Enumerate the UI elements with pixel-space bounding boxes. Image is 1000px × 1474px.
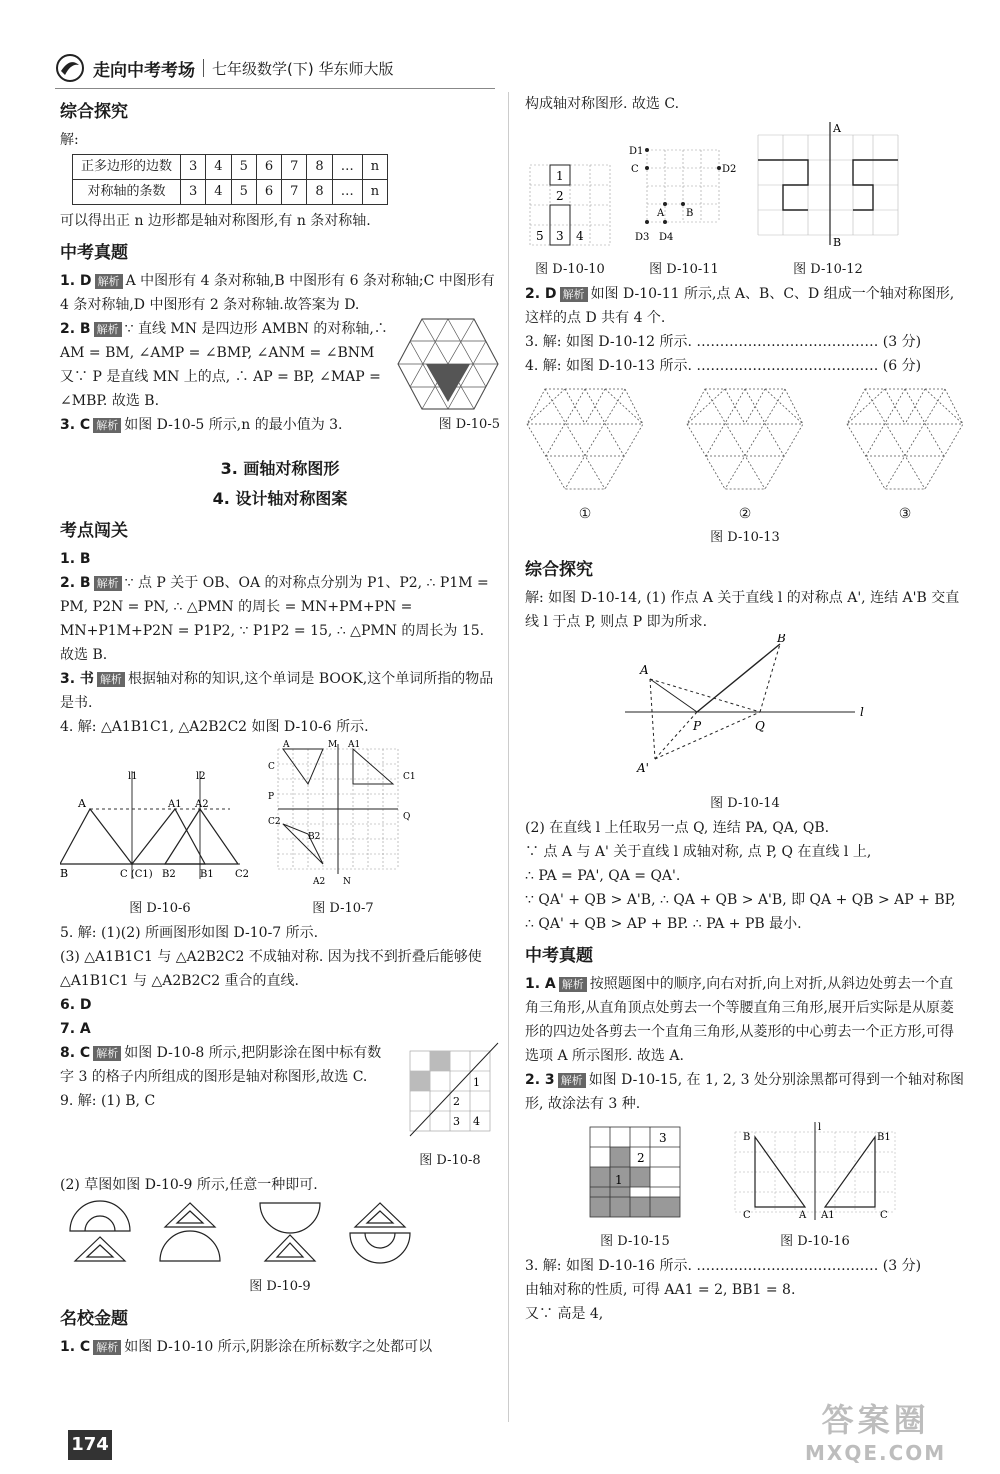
figure-caption: 图 D-10-9 (249, 1279, 311, 1294)
svg-text:1: 1 (615, 1173, 623, 1187)
lesson-title: 3. 画轴对称图形 (220, 459, 340, 478)
figure-caption: 图 D-10-15 (600, 1234, 670, 1249)
option-label: ② (738, 506, 752, 522)
section-heading: 中考真题 (525, 946, 593, 966)
reflected-triangles-grid (725, 1122, 905, 1222)
svg-text:N: N (343, 877, 351, 887)
figure-caption: 图 D-10-7 (312, 901, 374, 916)
answer-item (60, 571, 500, 667)
fig10-12-row (525, 120, 965, 282)
svg-text:B1: B1 (200, 869, 214, 880)
figure-d-10-13 (525, 384, 965, 526)
fig15-16-row (525, 1122, 965, 1254)
svg-text:A: A (640, 663, 649, 677)
k8-block (60, 1041, 500, 1173)
svg-text:D2: D2 (722, 164, 737, 175)
figure-d-10-5-hexagon-grid (396, 317, 500, 411)
svg-text:3: 3 (556, 229, 564, 243)
option-label: ③ (898, 506, 912, 522)
svg-text:D1: D1 (629, 146, 644, 157)
table-cell: 7 (282, 180, 307, 205)
answer-item: 4. 解: △A1B1C1, △A2B2C2 如图 D-10-6 所示. (60, 719, 369, 735)
svg-text:l2: l2 (196, 771, 206, 782)
table-cell: … (332, 180, 362, 205)
figure-d-10-8 (400, 1041, 500, 1173)
answer-item (60, 667, 500, 715)
svg-text:A2: A2 (195, 799, 209, 810)
q3-block (60, 413, 500, 437)
watermark-text: 答案圈 (821, 1401, 930, 1439)
table-cell: n (362, 180, 387, 205)
figure-d-10-11 (629, 140, 739, 282)
figure-d-10-10 (525, 160, 615, 282)
answer-item: 又∵ 高是 4, (525, 1306, 604, 1322)
symmetry-table (72, 154, 388, 205)
page-header (55, 50, 495, 86)
section-heading: 考点闯关 (60, 521, 128, 541)
analysis-tag: 解析 (94, 576, 122, 591)
answer-text: 根据轴对称的知识,这个单词是 BOOK,这个单词所指的物品是书. (60, 671, 494, 711)
figure-d-10-16 (725, 1122, 905, 1254)
q2-block (60, 317, 500, 413)
answer-number: 1. A (525, 976, 556, 992)
table-cell: 4 (206, 180, 231, 205)
answer-number: 2. D (525, 286, 557, 302)
answer-item: ∵ QA' + QB > A'B, ∴ QA + QB > A'B, 即 QA + QB > AP + BP, (525, 892, 956, 908)
row-head: 正多边形的边数 (73, 155, 181, 180)
svg-text:C2: C2 (235, 869, 250, 880)
answer-number: 2. B (60, 321, 91, 337)
analysis-tag: 解析 (558, 1073, 586, 1088)
svg-text:B: B (686, 208, 694, 219)
answer-number: 8. C (60, 1045, 91, 1061)
figure-caption: 图 D-10-13 (710, 530, 780, 545)
answer-item: 解: 如图 D-10-14, (1) 作点 A 关于直线 l 的对称点 A', 连结 A'B 交直线 l 于点 P, 则点 P 即为所求. (525, 590, 960, 630)
svg-text:M: M (328, 740, 338, 750)
table-cell: 4 (206, 155, 231, 180)
answer-item: 6. D (60, 997, 92, 1013)
answer-item (525, 1068, 965, 1116)
figure-d-10-12 (753, 120, 903, 282)
svg-text:l1: l1 (128, 771, 138, 782)
svg-text:B: B (777, 634, 786, 645)
right-column (525, 92, 965, 1326)
svg-text:A: A (78, 797, 86, 810)
header-separator (203, 59, 204, 77)
brand-logo-icon (55, 53, 85, 83)
svg-text:C (C1): C (C1) (120, 869, 153, 880)
analysis-tag: 解析 (93, 418, 121, 433)
answer-text: 如图 D-10-15, 在 1, 2, 3 处分别涂黑都可得到一个轴对称图形, 故涂法有 3 种. (525, 1072, 965, 1112)
section-heading: 综合探究 (60, 102, 128, 122)
table-cell: 7 (282, 155, 307, 180)
figure-caption: 图 D-10-5 (438, 417, 500, 432)
lesson-title: 4. 设计轴对称图案 (212, 489, 348, 508)
svg-text:Q: Q (755, 719, 765, 733)
svg-text:C: C (880, 1210, 888, 1221)
svg-text:A': A' (637, 761, 649, 775)
answer-item: 7. A (60, 1021, 91, 1037)
row-head: 对称轴的条数 (73, 180, 181, 205)
svg-text:B1: B1 (877, 1132, 891, 1143)
answer-item: ∴ QA' + QB > AP + BP. ∴ PA + PB 最小. (525, 916, 802, 932)
figure-caption: 图 D-10-10 (535, 262, 605, 277)
svg-text:l: l (860, 705, 864, 719)
table-cell: 5 (231, 155, 256, 180)
table-cell: 6 (256, 155, 281, 180)
svg-text:2: 2 (637, 1151, 645, 1165)
analysis-tag: 解析 (97, 672, 125, 687)
figure-caption: 图 D-10-8 (419, 1153, 481, 1168)
answer-item (60, 1335, 500, 1359)
table-row (73, 180, 388, 205)
header-rule (55, 88, 495, 89)
answer-item: 3. 解: 如图 D-10-16 所示. ………………………………… (3 分) (525, 1258, 922, 1274)
answer-item: 3. 解: 如图 D-10-12 所示. ………………………………… (3 分) (525, 334, 922, 350)
answer-item: 1. B (60, 551, 91, 567)
svg-text:2: 2 (556, 189, 564, 203)
svg-text:1: 1 (473, 1076, 480, 1089)
answer-text: A 中图形有 4 条对称轴,B 中图形有 6 条对称轴;C 中图形有 4 条对称轴,D 中图形有 2 条对称轴.故答案为 D. (60, 273, 495, 313)
figure-caption: 图 D-10-6 (129, 901, 191, 916)
svg-text:D4: D4 (659, 232, 674, 243)
answer-item: 5. 解: (1)(2) 所画图形如图 D-10-7 所示. (60, 925, 319, 941)
answer-item: ∵ 点 A 与 A' 关于直线 l 成轴对称, 点 P, Q 在直线 l 上, (525, 844, 872, 860)
answer-item (525, 282, 965, 330)
fig6-7-row (60, 739, 500, 921)
table-cell: 3 (181, 155, 206, 180)
svg-text:B: B (60, 867, 69, 880)
dot-grid-figure (629, 140, 739, 250)
figure-d-10-7 (268, 739, 418, 921)
answer-text: 按照题图中的顺序,向右对折,向上对折,从斜边处剪去一个直角三角形,从直角顶点处剪去一个等腰直角三角形,展开后实际是从原菱形的四边处各剪去一个直角三角形,从菱形的中心剪去一个正方形,可得选项 A 所示图形. 故选 A. (525, 976, 954, 1064)
answer-number: 2. B (60, 575, 91, 591)
figure-caption: 图 D-10-12 (793, 262, 863, 277)
analysis-tag: 解析 (94, 322, 122, 337)
answer-item: 9. 解: (1) B, C (60, 1093, 156, 1109)
answer-item (60, 269, 500, 317)
section-heading: 中考真题 (60, 243, 128, 263)
svg-text:3: 3 (453, 1115, 460, 1128)
column-divider (508, 92, 509, 1422)
svg-text:B: B (833, 236, 842, 249)
svg-text:4: 4 (576, 229, 584, 243)
left-column (60, 92, 500, 1359)
answer-item (60, 1041, 394, 1089)
page-number: 174 (68, 1430, 112, 1460)
svg-text:C: C (743, 1210, 751, 1221)
section-heading: 名校金题 (60, 1309, 128, 1329)
hexagon-option (525, 384, 645, 526)
answer-number: 3. C (60, 417, 91, 433)
svg-text:B2: B2 (162, 869, 176, 880)
option-label: ① (578, 506, 592, 522)
book-subtitle: 七年级数学(下) 华东师大版 (212, 59, 394, 78)
svg-text:5: 5 (536, 229, 544, 243)
table-cell: 8 (307, 180, 332, 205)
answer-item: ∴ PA = PA', QA = QA'. (525, 868, 681, 884)
svg-text:A2: A2 (313, 877, 326, 887)
svg-text:B: B (743, 1132, 751, 1143)
figure-d-10-9-set-square-designs (60, 1197, 480, 1267)
svg-text:A1: A1 (821, 1210, 835, 1221)
svg-text:C2: C2 (268, 817, 281, 827)
svg-text:D3: D3 (635, 232, 650, 243)
answer-text: ∵ 点 P 关于 OB、OA 的对称点分别为 P1、P2, ∴ P1M = PM, P2N = PN, ∴ △PMN 的周长 = MN+PM+PN = MN+P1M+P2N = P1P2, ∵ P1P2 = 15, ∴ △PMN 的周长为 15. 故选 B. (60, 575, 489, 663)
dashed-triangle-grid-2 (685, 384, 805, 494)
numbered-grid-figure (525, 160, 615, 250)
svg-text:3: 3 (659, 1131, 667, 1145)
analysis-tag: 解析 (95, 274, 123, 289)
watermark (805, 1395, 946, 1465)
svg-text:A1: A1 (168, 799, 182, 810)
shaded-grid-figure-15 (585, 1122, 685, 1222)
answer-item (60, 413, 343, 437)
answer-item: 4. 解: 如图 D-10-13 所示. ………………………………… (6 分) (525, 358, 922, 374)
analysis-tag: 解析 (93, 1046, 121, 1061)
table-cell: n (362, 155, 387, 180)
hexagon-option (845, 384, 965, 526)
svg-text:P: P (693, 719, 702, 733)
svg-text:B2: B2 (308, 832, 321, 842)
triangle-reflection-figure (60, 769, 260, 889)
table-cell: 5 (231, 180, 256, 205)
svg-text:A: A (799, 1210, 807, 1221)
svg-text:C1: C1 (403, 772, 416, 782)
table-cell: 6 (256, 180, 281, 205)
figure-caption: 图 D-10-11 (649, 262, 719, 277)
answer-text: 如图 D-10-11 所示,点 A、B、C、D 组成一个轴对称图形,这样的点 D 共有 4 个. (525, 286, 955, 326)
answer-item: (2) 在直线 l 上任取另一点 Q, 连结 PA, QA, QB. (525, 820, 830, 836)
svg-text:A: A (657, 208, 665, 219)
section-heading: 综合探究 (525, 560, 593, 580)
answer-item: (2) 草图如图 D-10-9 所示,任意一种即可. (60, 1177, 318, 1193)
figure-d-10-15 (585, 1122, 685, 1254)
dashed-triangle-grid-1 (525, 384, 645, 494)
analysis-tag: 解析 (559, 977, 587, 992)
answer-text: ∵ 直线 MN 是四边形 AMBN 的对称轴,∴ AM = BM, ∠AMP = ∠BMP, ∠ANM = ∠BNM 又∵ P 是直线 MN 上的点, ∴ AP = BP, ∠MAP = ∠MBP. 故选 B. (60, 321, 388, 409)
answer-number: 3. 书 (60, 671, 94, 687)
svg-text:C: C (268, 762, 275, 772)
brand-name: 走向中考考场 (93, 60, 195, 81)
svg-text:2: 2 (453, 1095, 460, 1108)
answer-number: 1. C (60, 1339, 91, 1355)
answer-item (60, 317, 390, 413)
figure-caption: 图 D-10-14 (710, 796, 780, 811)
grid-reflection-figure (268, 739, 418, 889)
table-cell: 3 (181, 180, 206, 205)
svg-text:C: C (631, 164, 639, 175)
svg-text:A: A (283, 740, 290, 750)
svg-text:A1: A1 (348, 740, 361, 750)
answer-item (525, 972, 965, 1068)
answer-number: 2. 3 (525, 1072, 555, 1088)
shaded-grid-figure (400, 1041, 500, 1141)
svg-text:4: 4 (473, 1115, 480, 1128)
answer-text: 如图 D-10-5 所示,n 的最小值为 3. (124, 417, 343, 433)
figure-d-10-14-shortest-path (525, 634, 965, 784)
continued-text: 构成轴对称图形. 故选 C. (525, 96, 680, 112)
figure-caption: 图 D-10-16 (780, 1234, 850, 1249)
analysis-tag: 解析 (560, 287, 588, 302)
answer-text: 如图 D-10-10 所示,阴影涂在所标数字之处都可以 (124, 1339, 433, 1355)
svg-text:A: A (833, 122, 841, 135)
answer-label: 解: (60, 132, 79, 148)
answer-number: 1. D (60, 273, 92, 289)
table-row (73, 155, 388, 180)
svg-text:1: 1 (556, 169, 564, 183)
figure-d-10-6 (60, 769, 260, 921)
k8-text (60, 1041, 394, 1173)
svg-text:P: P (268, 792, 275, 802)
table-cell: … (332, 155, 362, 180)
svg-text:Q: Q (403, 812, 411, 822)
answer-item: 由轴对称的性质, 可得 AA1 = 2, BB1 = 8. (525, 1282, 796, 1298)
hexagon-option (685, 384, 805, 526)
conclusion-text: 可以得出正 n 边形都是轴对称图形,有 n 条对称轴. (60, 213, 371, 229)
answer-item: (3) △A1B1C1 与 △A2B2C2 不成轴对称. 因为找不到折叠后能够使 △A1B1C1 与 △A2B2C2 重合的直线. (60, 949, 482, 989)
table-cell: 8 (307, 155, 332, 180)
watermark-url: MXQE.COM (805, 1441, 947, 1465)
svg-text:l: l (818, 1122, 822, 1133)
axis-symmetric-design-figure (753, 120, 903, 250)
analysis-tag: 解析 (93, 1340, 121, 1355)
answer-text: 如图 D-10-8 所示,把阴影涂在图中标有数字 3 的格子内所组成的图形是轴对称图形,故选 C. (60, 1045, 382, 1085)
dashed-triangle-grid-3 (845, 384, 965, 494)
